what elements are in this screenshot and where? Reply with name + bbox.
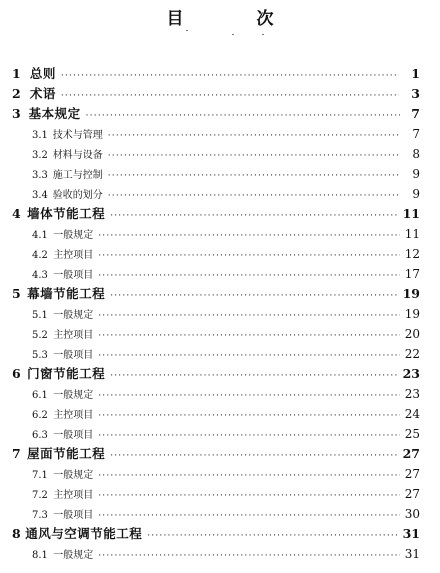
- dot-leader: [98, 486, 399, 506]
- toc-section-entry[interactable]: [0, 504, 440, 524]
- dot-leader: [61, 66, 399, 86]
- toc-section-entry[interactable]: [0, 424, 440, 444]
- toc-entry-title: 墙体节能工程: [27, 206, 106, 221]
- toc-entry-page: 31: [404, 547, 420, 561]
- toc-entry-number: 5: [12, 286, 21, 301]
- dot-leader: [86, 106, 400, 126]
- scan-speck: [186, 30, 188, 31]
- toc-entry-title: 一般项目: [53, 270, 94, 281]
- toc-entry-page: 8: [412, 147, 420, 161]
- toc-entry-page: 27: [404, 487, 420, 501]
- toc-entry-number: 5.2: [32, 330, 48, 341]
- dot-leader: [98, 386, 399, 406]
- page-title: 目 次: [166, 9, 302, 29]
- toc-entry-number: 2: [12, 86, 21, 101]
- toc-entry-number: 4: [12, 206, 21, 221]
- toc-entry-title: 屋面节能工程: [27, 446, 106, 461]
- toc-entry-title: 主控项目: [53, 490, 94, 501]
- toc-section-entry[interactable]: [0, 224, 440, 244]
- dot-leader: [98, 346, 399, 366]
- toc-chapter-entry[interactable]: [0, 284, 440, 304]
- toc-entry-title: 一般规定: [53, 470, 94, 481]
- toc-chapter-entry[interactable]: [0, 64, 440, 84]
- dot-leader: [110, 366, 397, 386]
- dot-leader: [110, 286, 397, 306]
- toc-entry-number: 6.3: [32, 430, 48, 441]
- scan-speck: [232, 34, 234, 35]
- toc-entry-title: 材料与设备: [52, 150, 103, 161]
- toc-entry-number: 8.1: [32, 550, 48, 561]
- toc-entry-title: 技术与管理: [52, 130, 103, 141]
- toc-entry-title: 幕墙节能工程: [27, 286, 106, 301]
- toc-entry-title: 一般项目: [53, 510, 94, 521]
- toc-chapter-entry[interactable]: [0, 204, 440, 224]
- toc-entry-page: 24: [404, 407, 420, 421]
- toc-entry-page: 25: [404, 427, 420, 441]
- toc-chapter-entry[interactable]: [0, 364, 440, 384]
- toc-entry-title: 验收的划分: [52, 190, 103, 201]
- toc-entry-number: 6.2: [32, 410, 48, 421]
- dot-leader: [98, 466, 399, 486]
- toc-entry-title: 主控项目: [53, 330, 94, 341]
- toc-section-entry[interactable]: [0, 124, 440, 144]
- toc-entry-page: 23: [402, 366, 420, 381]
- dot-leader: [108, 186, 401, 206]
- toc-entry-title: 门窗节能工程: [27, 366, 106, 381]
- toc-entry-number: 5.1: [32, 310, 48, 321]
- toc-section-entry[interactable]: [0, 244, 440, 264]
- toc-entry-number: 5.3: [32, 350, 48, 361]
- dot-leader: [147, 526, 397, 546]
- toc-entry-number: 3.3: [32, 170, 48, 181]
- toc-entry-number: 7: [12, 446, 21, 461]
- toc-entry-number: 3.1: [32, 130, 48, 141]
- toc-entry-number: 8: [12, 526, 21, 541]
- toc-entry-page: 23: [404, 387, 420, 401]
- dot-leader: [98, 306, 399, 326]
- toc-entry-page: 1: [411, 66, 420, 81]
- toc-entry-title: 主控项目: [53, 410, 94, 421]
- dot-leader: [98, 426, 399, 446]
- dot-leader: [98, 506, 399, 526]
- toc-entry-number: 7.2: [32, 490, 48, 501]
- toc-section-entry[interactable]: [0, 184, 440, 204]
- toc-chapter-entry[interactable]: [0, 444, 440, 464]
- toc-entry-number: 1: [12, 66, 21, 81]
- dot-leader: [98, 326, 399, 346]
- toc-section-entry[interactable]: [0, 384, 440, 404]
- toc-entry-page: 22: [404, 347, 420, 361]
- toc-chapter-entry[interactable]: [0, 104, 440, 124]
- toc-section-entry[interactable]: [0, 164, 440, 184]
- dot-leader: [98, 226, 399, 246]
- toc-entry-number: 6.1: [32, 390, 48, 401]
- toc-entry-number: 7.1: [32, 470, 48, 481]
- toc-section-entry[interactable]: [0, 144, 440, 164]
- toc-section-entry[interactable]: [0, 484, 440, 504]
- dot-leader: [108, 126, 401, 146]
- dot-leader: [98, 406, 399, 426]
- toc-entry-number: 4.2: [32, 250, 48, 261]
- toc-entry-page: 11: [404, 227, 420, 241]
- toc-entry-title: 总则: [29, 66, 56, 81]
- toc-entry-title: 一般项目: [53, 350, 94, 361]
- toc-entry-title: 术语: [29, 86, 56, 101]
- dot-leader: [98, 266, 399, 286]
- toc-entry-title: 一般规定: [53, 230, 94, 241]
- toc-section-entry[interactable]: [0, 544, 440, 564]
- dot-leader: [108, 146, 401, 166]
- toc-entry-page: 9: [412, 167, 420, 181]
- toc-entry-title: 一般项目: [53, 430, 94, 441]
- toc-entry-page: 17: [404, 267, 420, 281]
- toc-entry-page: 19: [404, 307, 420, 321]
- toc-entry-page: 31: [402, 526, 420, 541]
- toc-entry-page: 11: [402, 206, 420, 221]
- toc-entry-number: 3: [12, 106, 21, 121]
- toc-section-entry[interactable]: [0, 404, 440, 424]
- dot-leader: [98, 546, 399, 566]
- toc-section-entry[interactable]: [0, 304, 440, 324]
- scan-speck: [262, 34, 264, 35]
- toc-entry-number: 3.2: [32, 150, 48, 161]
- toc-entry-number: 6: [12, 366, 21, 381]
- dot-leader: [110, 206, 397, 226]
- toc-entry-page: 19: [402, 286, 420, 301]
- toc-entry-number: 3.4: [32, 190, 48, 201]
- toc-entry-title: 一般规定: [53, 390, 94, 401]
- toc-section-entry[interactable]: [0, 324, 440, 344]
- toc-entry-number: 7.3: [32, 510, 48, 521]
- toc-entry-page: 20: [404, 327, 420, 341]
- toc-chapter-entry[interactable]: [0, 524, 440, 544]
- dot-leader: [110, 446, 397, 466]
- toc-entry-page: 3: [411, 86, 420, 101]
- toc-entry-page: 7: [412, 127, 420, 141]
- table-of-contents: [0, 64, 440, 564]
- toc-entry-page: 30: [404, 507, 420, 521]
- toc-entry-page: 12: [404, 247, 420, 261]
- dot-leader: [98, 246, 399, 266]
- toc-section-entry[interactable]: [0, 264, 440, 284]
- toc-entry-title: 施工与控制: [52, 170, 103, 181]
- toc-entry-page: 27: [404, 467, 420, 481]
- toc-entry-page: 9: [412, 187, 420, 201]
- toc-entry-number: 4.3: [32, 270, 48, 281]
- dot-leader: [108, 166, 401, 186]
- toc-entry-title: 一般规定: [53, 550, 94, 561]
- toc-section-entry[interactable]: [0, 344, 440, 364]
- toc-section-entry[interactable]: [0, 464, 440, 484]
- toc-entry-page: 27: [402, 446, 420, 461]
- toc-entry-title: 主控项目: [53, 250, 94, 261]
- toc-chapter-entry[interactable]: [0, 84, 440, 104]
- toc-entry-title: 基本规定: [28, 106, 81, 121]
- toc-entry-title: 一般规定: [53, 310, 94, 321]
- toc-entry-number: 4.1: [32, 230, 48, 241]
- toc-entry-page: 7: [411, 106, 420, 121]
- toc-entry-title: 通风与空调节能工程: [25, 526, 143, 541]
- dot-leader: [61, 86, 399, 106]
